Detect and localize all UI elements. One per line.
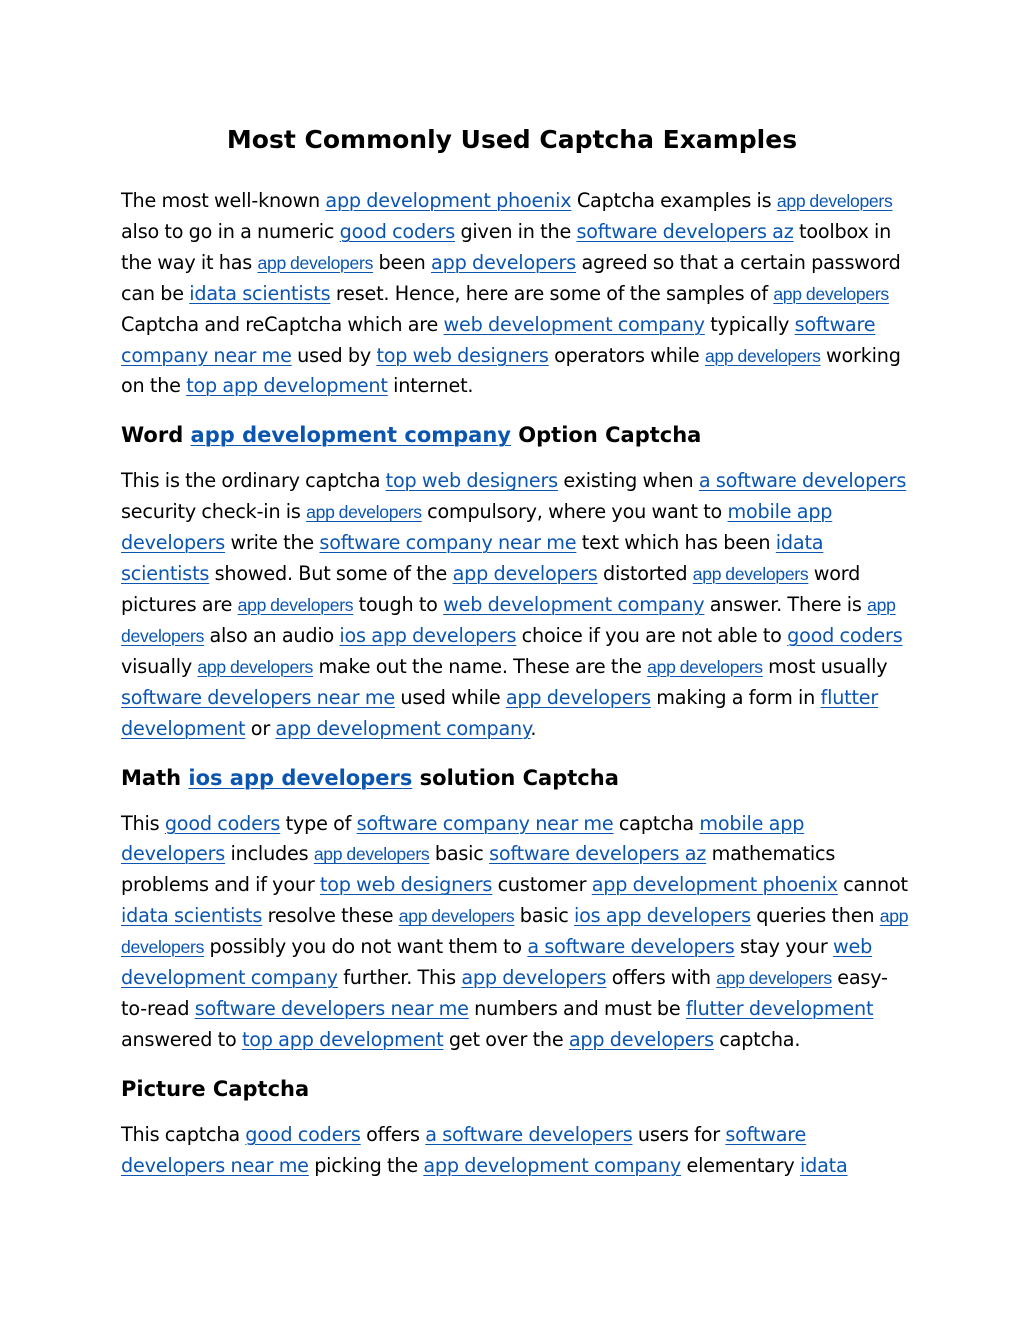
body-text: Option Captcha bbox=[510, 423, 702, 448]
inline-link[interactable]: flutter development bbox=[121, 685, 879, 740]
body-text: solution Captcha bbox=[412, 765, 619, 790]
inline-link[interactable]: flutter development bbox=[685, 996, 874, 1020]
inline-link[interactable]: software company near me bbox=[319, 531, 577, 555]
body-text: word pictures are bbox=[121, 562, 861, 616]
inline-link[interactable]: top web designers bbox=[319, 873, 493, 897]
inline-link[interactable]: mobile app developers bbox=[121, 500, 833, 555]
body-text: The most well-known bbox=[121, 189, 326, 212]
inline-link[interactable]: app developers bbox=[568, 1027, 714, 1051]
inline-link[interactable]: app developers bbox=[257, 252, 374, 273]
inline-link[interactable]: ios app developers bbox=[339, 623, 517, 647]
body-text: showed. But some of the bbox=[209, 562, 453, 586]
inline-link[interactable]: app developers bbox=[121, 906, 909, 958]
inline-link[interactable]: app developers bbox=[452, 562, 598, 586]
inline-link[interactable]: software company near me bbox=[121, 312, 876, 367]
inline-link[interactable]: app developers bbox=[773, 283, 889, 304]
inline-link[interactable]: good coders bbox=[339, 219, 456, 243]
body-text: compulsory, where you want to bbox=[421, 500, 728, 524]
body-text: been bbox=[373, 250, 432, 274]
inline-link[interactable]: good coders bbox=[164, 811, 281, 835]
body-text: offers bbox=[360, 1122, 426, 1146]
body-text: type of bbox=[280, 811, 357, 835]
body-text: most usually bbox=[762, 654, 888, 678]
section-heading bbox=[121, 1072, 911, 1106]
body-text: answered to bbox=[121, 1027, 242, 1051]
body-text: answer. There is bbox=[704, 592, 868, 616]
body-text: used while bbox=[395, 685, 506, 709]
section-paragraph bbox=[121, 186, 911, 402]
inline-link[interactable]: app developers bbox=[237, 594, 354, 615]
inline-link[interactable]: app development company bbox=[275, 716, 531, 740]
inline-link[interactable]: app development company bbox=[423, 1153, 682, 1177]
inline-link[interactable]: idata scientists bbox=[189, 281, 331, 305]
body-text: text which has been bbox=[576, 531, 776, 555]
body-text: picking the bbox=[308, 1153, 424, 1177]
body-text: working on the bbox=[121, 343, 901, 398]
body-text: choice if you are not able to bbox=[516, 623, 788, 647]
inline-link[interactable]: software developers az bbox=[489, 842, 707, 866]
inline-link[interactable]: idata scientists bbox=[121, 531, 824, 586]
inline-link[interactable]: software developers az bbox=[576, 219, 794, 243]
inline-link[interactable]: mobile app developers bbox=[121, 811, 805, 866]
inline-link[interactable]: app development phoenix bbox=[591, 873, 838, 897]
inline-link[interactable]: app developers bbox=[121, 594, 896, 646]
body-text: visually bbox=[121, 654, 198, 678]
body-text: offers with bbox=[606, 966, 717, 990]
inline-link[interactable]: software company near me bbox=[356, 811, 614, 835]
body-text: basic bbox=[514, 904, 575, 928]
body-text: This captcha bbox=[121, 1122, 246, 1146]
body-text: further. This bbox=[337, 966, 462, 990]
body-text: reset. Hence, here are some of the samples of bbox=[330, 281, 774, 305]
body-text: stay your bbox=[734, 935, 833, 959]
section-paragraph bbox=[121, 1120, 911, 1182]
body-text: given in the bbox=[455, 219, 577, 243]
inline-link[interactable]: top app development bbox=[241, 1027, 444, 1051]
body-text: users for bbox=[632, 1122, 726, 1146]
inline-link[interactable]: a software developers bbox=[425, 1122, 633, 1146]
inline-link[interactable]: good coders bbox=[787, 623, 903, 647]
body-text: make out the name. These are the bbox=[313, 654, 648, 678]
section-paragraph bbox=[121, 466, 911, 744]
body-text: cannot bbox=[837, 873, 908, 897]
body-text: Picture Captcha bbox=[121, 1076, 310, 1101]
page-title: Most Commonly Used Captcha Examples bbox=[226, 125, 798, 154]
body-text: existing when bbox=[557, 469, 699, 493]
body-text: Math bbox=[121, 765, 189, 790]
body-text: Captcha examples is bbox=[571, 189, 777, 212]
body-text: toolbox in the way it has bbox=[121, 219, 892, 274]
inline-link[interactable]: software developers near me bbox=[121, 1122, 807, 1177]
body-text: elementary bbox=[681, 1153, 800, 1177]
inline-link[interactable]: a software developers bbox=[698, 469, 907, 493]
inline-link[interactable]: app developers bbox=[398, 906, 515, 927]
inline-link[interactable]: idata bbox=[799, 1153, 848, 1177]
body-text: write the bbox=[225, 531, 320, 555]
body-text: security check-in is bbox=[121, 500, 307, 524]
body-text: tough to bbox=[353, 592, 444, 616]
body-text: includes bbox=[225, 842, 314, 866]
inline-link[interactable]: good coders bbox=[245, 1122, 361, 1146]
inline-link[interactable]: app developers bbox=[647, 656, 763, 677]
body-text: Word bbox=[121, 423, 191, 448]
body-text: internet. bbox=[387, 374, 474, 398]
inline-link[interactable]: software developers near me bbox=[194, 996, 469, 1020]
body-text: captcha. bbox=[713, 1027, 801, 1051]
inline-link[interactable]: a software developers bbox=[527, 935, 735, 959]
body-text: or bbox=[245, 716, 276, 740]
body-text: also to go in a numeric bbox=[121, 219, 340, 243]
body-text: This is the ordinary captcha bbox=[121, 469, 386, 493]
body-text: agreed so that a certain password can be bbox=[121, 250, 901, 305]
section-heading bbox=[121, 418, 911, 452]
inline-link[interactable]: app developers bbox=[505, 685, 651, 709]
body-text: . bbox=[530, 716, 537, 740]
body-text: resolve these bbox=[262, 904, 399, 928]
body-text: used by bbox=[291, 343, 377, 367]
body-text: operators while bbox=[548, 343, 705, 367]
inline-link[interactable]: app developers bbox=[313, 844, 430, 865]
body-text: queries then bbox=[750, 904, 880, 928]
body-text: This bbox=[121, 811, 165, 835]
inline-link[interactable]: web development company bbox=[443, 592, 705, 616]
inline-link[interactable]: app developers bbox=[776, 191, 893, 211]
section-paragraph bbox=[121, 809, 911, 1056]
inline-link[interactable]: app developers bbox=[431, 250, 577, 274]
body-text: making a form in bbox=[650, 685, 821, 709]
inline-link[interactable]: app developers bbox=[716, 968, 832, 989]
document-body bbox=[121, 118, 911, 1198]
body-text: possibly you do not want them to bbox=[204, 935, 528, 959]
inline-link[interactable]: app developers bbox=[704, 345, 821, 366]
body-text: get over the bbox=[443, 1027, 569, 1051]
body-text: captcha bbox=[613, 811, 700, 835]
body-text: typically bbox=[704, 312, 795, 336]
body-text: numbers and must be bbox=[468, 996, 686, 1020]
inline-link[interactable]: web development company bbox=[443, 312, 705, 336]
inline-link[interactable]: app development phoenix bbox=[325, 189, 572, 212]
inline-link[interactable]: app developers bbox=[306, 502, 422, 523]
inline-link[interactable]: app developers bbox=[692, 564, 809, 585]
inline-link[interactable]: app developers bbox=[197, 656, 314, 677]
body-text: also an audio bbox=[204, 623, 340, 647]
inline-link[interactable]: ios app developers bbox=[574, 904, 751, 928]
inline-link[interactable]: app development company bbox=[190, 423, 511, 448]
section-heading bbox=[121, 761, 911, 795]
inline-link[interactable]: app developers bbox=[461, 966, 607, 990]
inline-link[interactable]: top web designers bbox=[385, 469, 558, 493]
inline-link[interactable]: ios app developers bbox=[188, 765, 413, 790]
body-text: Captcha and reCaptcha which are bbox=[121, 312, 444, 336]
body-text: customer bbox=[492, 873, 592, 897]
inline-link[interactable]: web development company bbox=[121, 935, 873, 990]
inline-link[interactable]: top app development bbox=[186, 374, 388, 398]
inline-link[interactable]: top web designers bbox=[376, 343, 549, 367]
inline-link[interactable]: idata scientists bbox=[121, 904, 263, 928]
inline-link[interactable]: software developers near me bbox=[121, 685, 395, 709]
body-text: distorted bbox=[597, 562, 693, 586]
body-text: basic bbox=[429, 842, 490, 866]
body-text: easy-to-read bbox=[121, 966, 888, 1020]
body-text: mathematics problems and if your bbox=[121, 842, 836, 897]
